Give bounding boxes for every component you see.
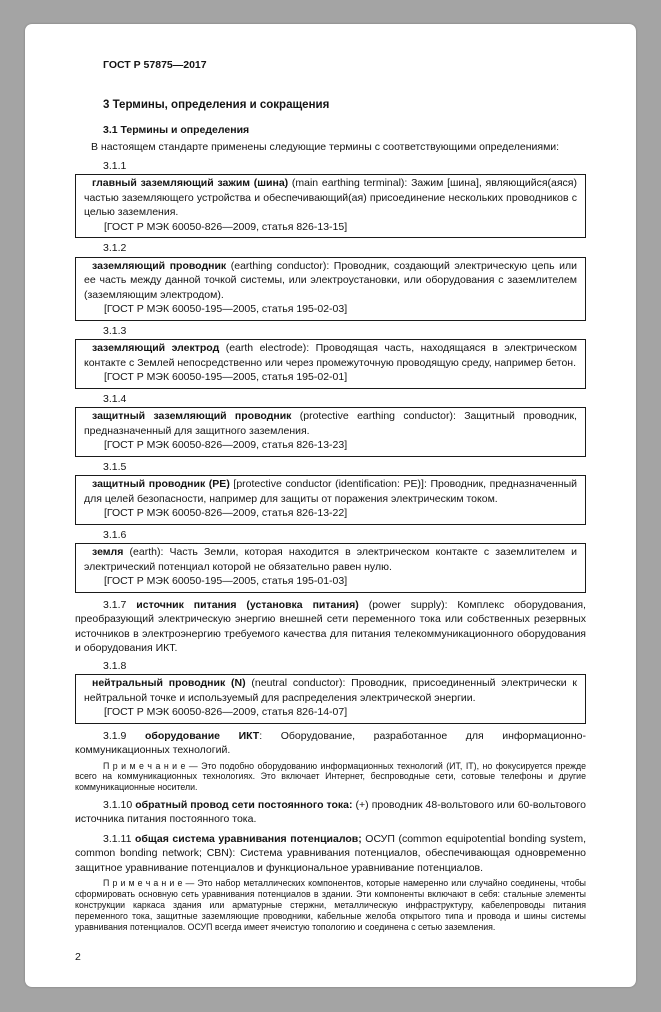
term-note: П р и м е ч а н и е — Это набор металлических компонентов, которые намеренно или случайно соединены, чтобы сформировать основную сеть уравнивания потенциалов в здании. Эти компоненты включают в себя: стальные элементы конструкции каркаса здания или арматурные стержни, металлическую инфраструктуру, кабелепроводы питания переменного тока, защитные заземляющие проводники, кабельные желоба открытого типа и провода и шины системы уравнивания потенциалов. ОСУП всегда имеет ячеистую топологию и соединена с сетью заземления. (75, 878, 586, 932)
term-name: земля (92, 546, 124, 558)
term-definition: земля (earth): Часть Земли, которая находится в электрическом контакте с заземлителем и электрический потенциал которой не обязательно равен нулю. (84, 546, 577, 573)
term-name: заземляющий электрод (92, 342, 220, 354)
term-definition: нейтральный проводник (N) (neutral conductor): Проводник, присоединенный электрически к нейтральной точке и используемый для распределения электрической энергии. (84, 677, 577, 704)
term-paragraph: 3.1.7 источник питания (установка питания) (power supply): Комплекс оборудования, преобразующий электрическую энергию внешней сети переменного тока или собственных резервных источников в электроэнергию требуемого качества для питания телекоммуникационного оборудования и оборудования ИКТ. (75, 598, 586, 654)
term-definition-box (75, 475, 586, 525)
term-reference: [ГОСТ Р МЭК 60050-195—2005, статья 195-02-03] (104, 303, 348, 315)
term-definition-box (75, 174, 586, 238)
section-title: 3 Термины, определения и сокращения (103, 98, 330, 111)
term-name: общая система уравнивания потенциалов; (134, 832, 362, 845)
page-number: 2 (75, 951, 81, 964)
term-number: 3.1.4 (103, 392, 127, 405)
term-definition: заземляющий проводник (earthing conductor): Проводник, создающий электрическую цепь или ее часть между данной точкой системы, или электроустановки, или оборудования с заземлителем (заземляющим электродом). (84, 259, 577, 301)
page-header: ГОСТ Р 57875—2017 (103, 59, 207, 71)
intro-paragraph: В настоящем стандарте применены следующие термины с соответствующими определениями: (91, 141, 560, 153)
document-page (25, 24, 636, 987)
term-number: 3.1.2 (103, 242, 127, 254)
term-reference: [ГОСТ Р МЭК 60050-195—2005, статья 195-02-01] (104, 371, 348, 383)
term-reference: [ГОСТ Р МЭК 60050-826—2009, статья 826-13-23] (104, 439, 348, 451)
term-reference: [ГОСТ Р МЭК 60050-826—2009, статья 826-14-07] (104, 706, 348, 718)
term-name: защитный проводник (PE) (92, 478, 230, 490)
term-name: обратный провод сети постоянного тока: (135, 798, 353, 811)
term-number: 3.1.6 (103, 528, 127, 541)
term-paragraph: 3.1.9 оборудование ИКТ: Оборудование, разработанное для информационно-коммуникационных технологий. (75, 729, 586, 756)
term-definition: главный заземляющий зажим (шина) (main earthing terminal): Зажим [шина], являющийся(аяся) частью заземляющего устройства и обеспечивающий(ая) присоединение нескольких проводников с целью заземления. (84, 177, 577, 218)
term-reference: [ГОСТ Р МЭК 60050-195—2005, статья 195-01-03] (104, 575, 348, 587)
term-definition-box (75, 674, 586, 724)
term-definition-box (75, 543, 586, 593)
term-paragraph: 3.1.11 общая система уравнивания потенциалов; ОСУП (common equipotential bonding system, common bonding network; CBN): Система уравнивания потенциалов, обеспечивающая одновременно защитное уравнивание потенциалов и функциональное уравнивание потенциалов. (75, 832, 586, 874)
term-definition-box (75, 257, 586, 321)
term-number: 3.1.8 (103, 659, 127, 672)
term-reference: [ГОСТ Р МЭК 60050-826—2009, статья 826-13-22] (104, 507, 348, 519)
term-name: нейтральный проводник (N) (92, 677, 246, 689)
term-name: источник питания (установка питания) (136, 598, 359, 611)
term-number: 3.1.3 (103, 324, 127, 337)
term-number: 3.1.5 (103, 460, 127, 473)
term-name: главный заземляющий зажим (шина) (92, 177, 289, 189)
terms-list (75, 156, 586, 937)
term-definition: защитный проводник (PE) [protective conductor (identification: PE)]: Проводник, предназначенный для целей безопасности, например для защиты от поражения электрическим током. (84, 478, 577, 505)
term-number: 3.1.1 (103, 159, 127, 172)
term-definition-box (75, 407, 586, 457)
term-definition: заземляющий электрод (earth electrode): Проводящая часть, находящаяся в электрическом контакте с Землей непосредственно или через промежуточную проводящую среду, например бетон. (84, 342, 577, 369)
term-reference: [ГОСТ Р МЭК 60050-826—2009, статья 826-13-15] (104, 220, 348, 233)
term-note: П р и м е ч а н и е — Это подобно оборудованию информационных технологий (ИТ, IT), но фокусируется прежде всего на коммуникационных технологиях. Это включает Интернет, беспроводные сети, сотовые телефоны и другие коммуникационные носители. (75, 760, 586, 793)
term-name: защитный заземляющий проводник (92, 410, 292, 422)
term-name: заземляющий проводник (92, 259, 227, 272)
term-name: оборудование ИКТ (144, 729, 260, 742)
subsection-title: 3.1 Термины и определения (103, 123, 250, 136)
term-definition: защитный заземляющий проводник (protective earthing conductor): Защитный проводник, предназначенный для защитного заземления. (84, 410, 577, 437)
term-definition-box (75, 339, 586, 389)
term-paragraph: 3.1.10 обратный провод сети постоянного тока: (+) проводник 48-вольтового или 60-вольтового источника питания постоянного тока. (75, 798, 586, 826)
